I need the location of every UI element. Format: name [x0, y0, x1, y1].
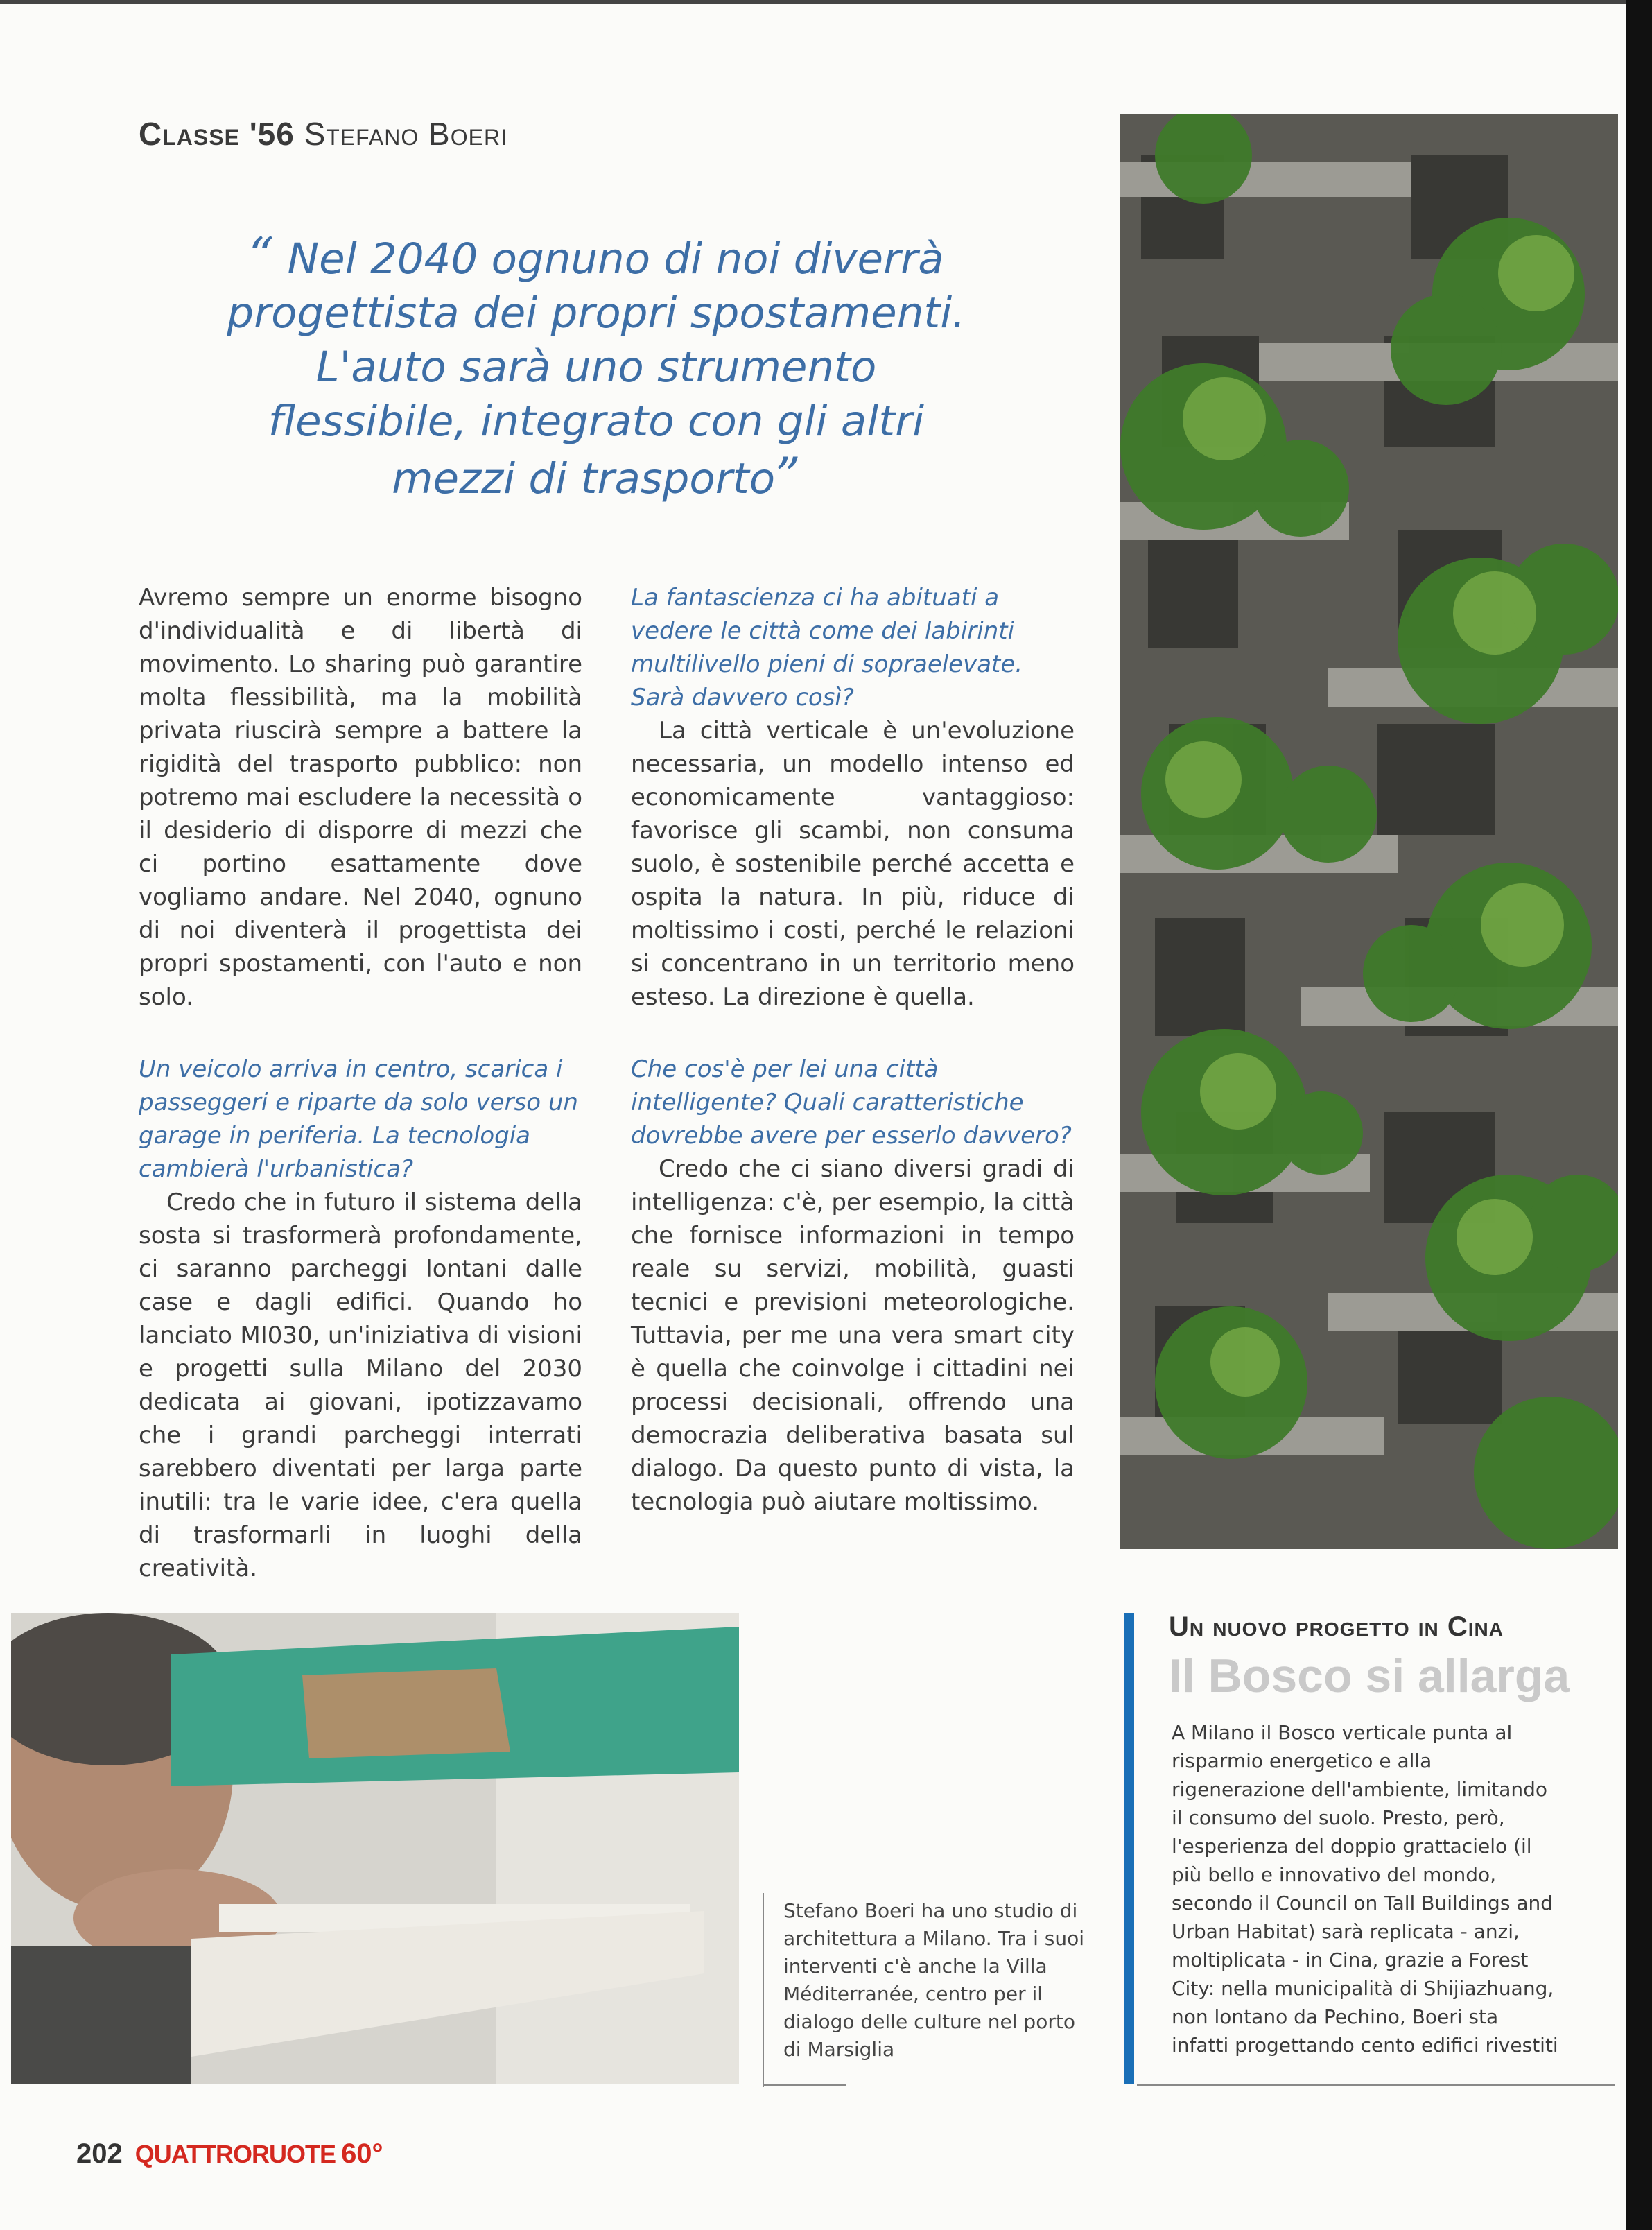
portrait-illustration [11, 1613, 739, 2084]
page-number: 202 [76, 2138, 123, 2169]
pull-quote [180, 229, 1012, 506]
quote-line: progettista dei propri spostamenti. [227, 288, 966, 338]
sidebar-foot-rule [1137, 2084, 1615, 2086]
boeri-portrait-photo [11, 1613, 739, 2084]
quote-line: L'auto sarà uno strumento [315, 343, 877, 392]
answer-paragraph: La città verticale è un'evoluzione necessaria, un modello intenso ed economicamente vantaggioso: favorisce gli scambi, non consuma suolo, è sostenibile perché accetta e ospita la natura. In più, riduce di moltissimo i costi, perché le relazioni si concentrano in un territorio meno esteso. La direzione è quella. [631, 717, 1075, 1011]
sidebar-title: Il Bosco si allarga [1169, 1650, 1570, 1702]
page-header [139, 115, 507, 153]
caption-rule [763, 1893, 764, 2087]
article-column-1 [139, 581, 582, 1585]
building-illustration [1120, 114, 1618, 1549]
question-paragraph: Che cos'è per lei una città intelligente? Quali caratteristiche dovrebbe avere per esserlo davvero? [631, 1055, 1072, 1150]
header-section: Classe '56 [139, 116, 295, 152]
quote-line: flessibile, integrato con gli altri [268, 397, 925, 446]
quote-close-mark: ” [775, 447, 801, 505]
answer-paragraph: Avremo sempre un enorme bisogno d'individualità e di libertà di movimento. Lo sharing può garantire molta flessibilità, ma la mobilità privata riuscirà sempre a battere la rigidità del trasporto pubblico: non potremo mai escludere la necessità o il desiderio di disporre di mezzi che ci portino esattamente dove vogliamo andare. Nel 2040, ognuno di noi diventerà il progettista dei propri spostamenti, con l'auto e non solo. [139, 584, 582, 1011]
sidebar-kicker: Un nuovo progetto in Cina [1169, 1611, 1504, 1642]
answer-paragraph: Credo che in futuro il sistema della sosta si trasformerà profondamente, ci saranno parcheggi lontani dalle case e dagli edifici. Quando ho lanciato MI030, un'iniziativa di visioni e progetti sulla Milano del 2030 dedicata ai giovani, ipotizzavamo che i grandi parcheggi interrati sarebbero diventati per larga parte inutili: tra le varie idee, c'era quella di trasformarli in luoghi della creatività. [139, 1189, 582, 1582]
page-footer [76, 2138, 383, 2170]
anniversary-mark: 60° [341, 2138, 383, 2169]
article-column-2 [631, 581, 1075, 1519]
photo-caption: Stefano Boeri ha uno studio di architettura a Milano. Tra i suoi interventi c'è anche la Villa Méditerranée, centro per il dialogo delle culture nel porto di Marsiglia [783, 1899, 1085, 2061]
caption-foot-rule [763, 2084, 846, 2086]
header-author: Stefano Boeri [304, 116, 507, 152]
answer-paragraph: Credo che ci siano diversi gradi di intelligenza: c'è, per esempio, la città che fornisce informazioni in tempo reale su servizi, mobilità, guasti tecnici e previsioni meteorologiche. Tuttavia, per me una vera smart city è quella che coinvolge i cittadini nei processi decisionali, offrendo una democrazia deliberativa basata sul dialogo. Da questo punto di vista, la tecnologia può aiutare moltissimo. [631, 1155, 1075, 1516]
scan-top-edge [0, 0, 1652, 4]
question-paragraph: La fantascienza ci ha abituati a vedere le città come dei labirinti multilivello pieni di sopraelevate. Sarà davvero così? [631, 584, 1023, 711]
quote-open-mark: “ [248, 227, 275, 285]
bosco-verticale-photo [1120, 114, 1618, 1549]
magazine-logo: QUATTRORUOTE [134, 2140, 336, 2168]
quote-line: mezzi di trasporto” [392, 447, 801, 505]
scan-right-edge [1626, 0, 1652, 2230]
quote-line: “ Nel 2040 ognuno di noi diverrà [248, 227, 944, 285]
question-paragraph: Un veicolo arriva in centro, scarica i passeggeri e riparte da solo verso un garage in periferia. La tecnologia cambierà l'urbanistica? [139, 1055, 578, 1183]
sidebar-text: A Milano il Bosco verticale punta al risparmio energetico e alla rigenerazione dell'ambiente, limitando il consumo del suolo. Presto, però, l'esperienza del doppio grattacielo (il più bello e innovativo del mondo, secondo il Council on Tall Buildings and Urban Habitat) sarà replicata - anzi, moltiplicata - in Cina, grazie a Forest City: nella municipalità di Shijiazhuang, non lontano da Pechino, Boeri sta infatti progettando cento edifici rivestiti [1172, 1721, 1558, 2057]
sidebar-accent-bar [1124, 1613, 1134, 2084]
